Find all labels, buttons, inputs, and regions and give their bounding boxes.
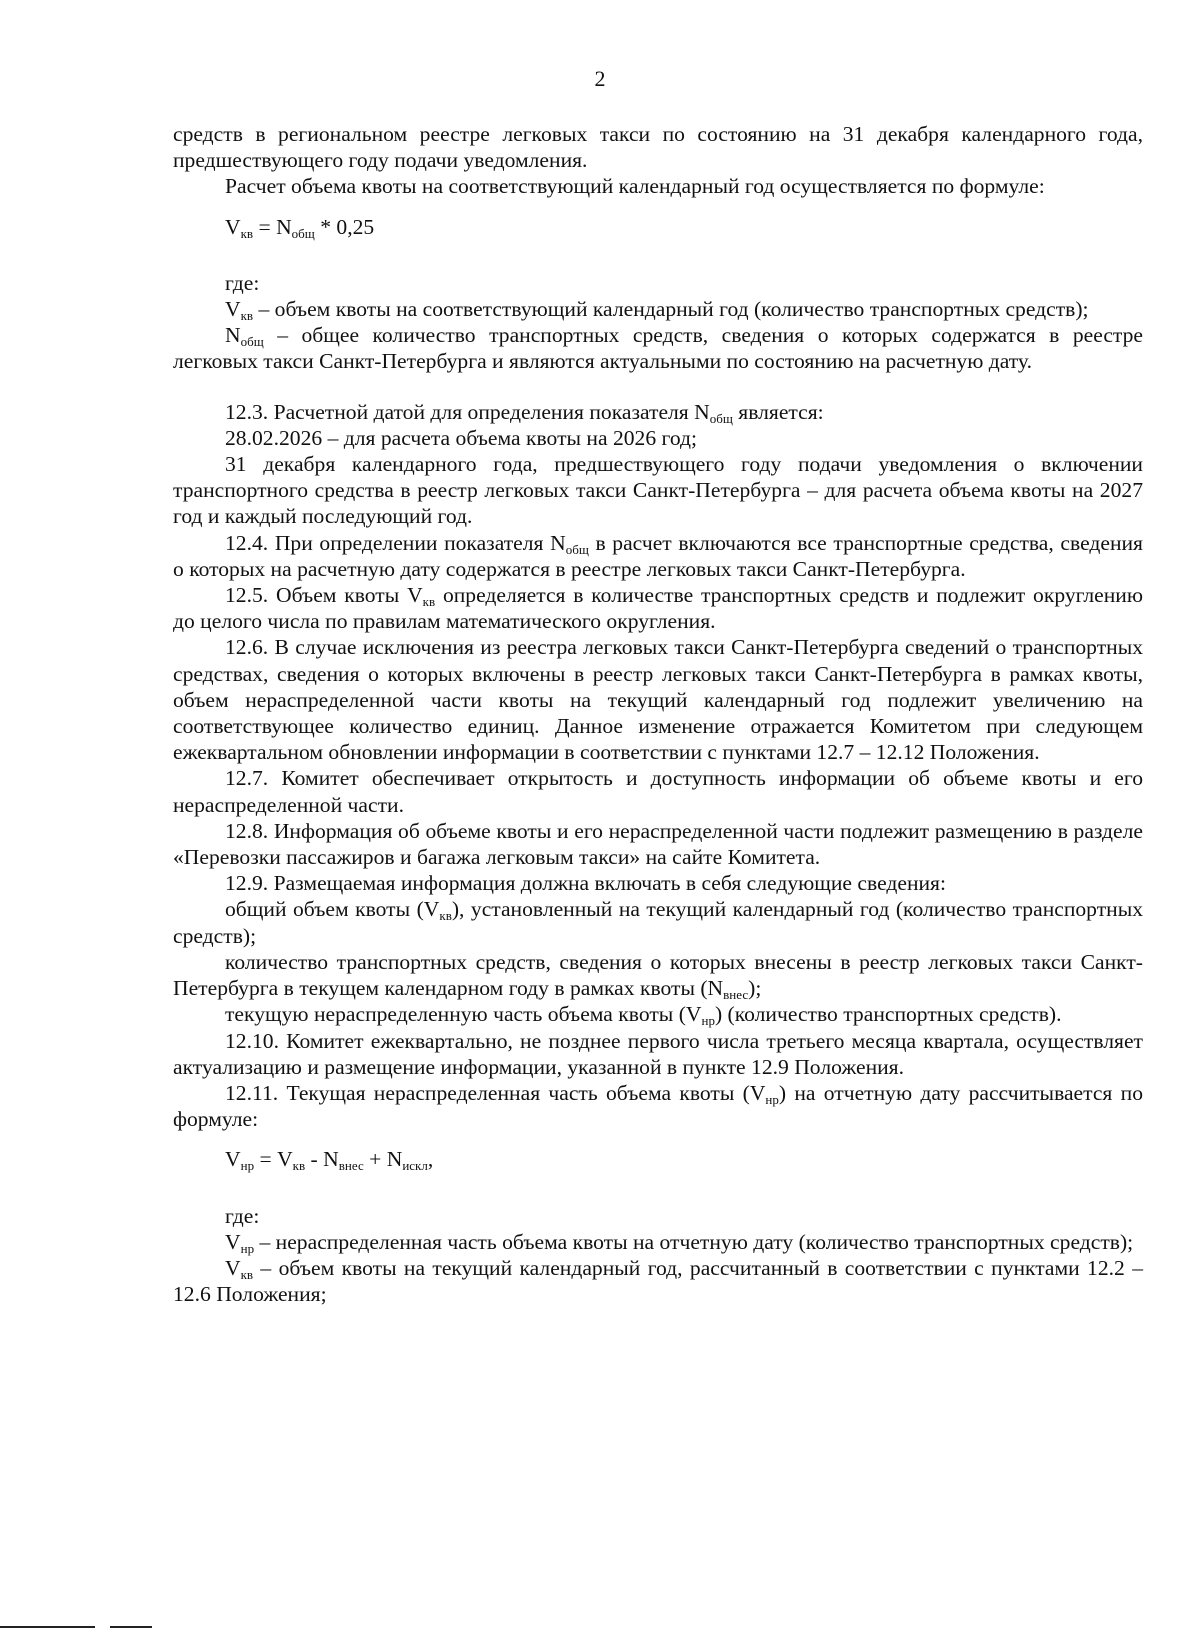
formula-unallocated-quota: $V_{нр} = V_{кв} - N_{внес} + N_{искл}$, <box>225 1147 434 1174</box>
definition-nobsch: $N_{общ}$ – общее количество транспортных средств, сведения о которых содержатся в реестре легковых такси Санкт-Петербурга и являются актуальными по состоянию на расчетную дату. <box>173 323 1143 374</box>
paragraph-continuation: средств в региональном реестре легковых такси по состоянию на 31 декабря календарного года, предшествующего году подачи уведомления. <box>173 122 1143 173</box>
clause-12-5: 12.5. Объем квоты $V_{кв}$ определяется в количестве транспортных средств и подлежит округлению до целого числа по правилам математического округления. <box>173 583 1143 634</box>
clause-12-3-item-b: 31 декабря календарного года, предшествующего году подачи уведомления о включении транспортного средства в реестр легковых такси Санкт-Петербурга – для расчета объема квоты на 2027 год и каждый последующий год. <box>173 452 1143 529</box>
where-label: где: <box>225 270 260 295</box>
clause-12-7: 12.7. Комитет обеспечивает открытость и доступность информации об объеме квоты и его нераспределенной части. <box>173 766 1143 817</box>
clause-12-3-item-a: 28.02.2026 – для расчета объема квоты на 2026 год; <box>225 425 698 450</box>
clause-12-9-item-c: текущую нераспределенную часть объема квоты $(V_{нр})$ (количество транспортных средств). <box>225 1002 1062 1029</box>
clause-12-9: 12.9. Размещаемая информация должна включать в себя следующие сведения: <box>225 871 946 896</box>
definition-vkv: $V_{кв}$ – объем квоты на соответствующий календарный год (количество транспортных средств); <box>225 297 1089 324</box>
document-body <box>173 121 1143 1307</box>
page-number: 2 <box>594 66 606 91</box>
formula-quota-volume: $V_{кв} = N_{общ} * 0,25$ <box>225 214 375 241</box>
clause-12-3: 12.3. Расчетной датой для определения показателя $N_{общ}$ является: <box>225 399 824 426</box>
definition-vkv-2: $V_{кв}$ – объем квоты на текущий календарный год, рассчитанный в соответствии с пунктами 12.2 – 12.6 Положения; <box>173 1255 1143 1307</box>
clause-12-4: 12.4. При определении показателя $N_{общ}$ в расчет включаются все транспортные средства, сведения о которых на расчетную дату содержатся в реестре легковых такси Санкт-Петербурга. <box>173 530 1143 581</box>
definition-vnr: $V_{нр}$ – нераспределенная часть объема квоты на отчетную дату (количество транспортных средств); <box>225 1229 1134 1256</box>
clause-12-10: 12.10. Комитет ежеквартально, не позднее первого числа третьего месяца квартала, осуществляет актуализацию и размещение информации, указанной в пункте 12.9 Положения. <box>173 1028 1143 1079</box>
paragraph-formula-intro: Расчет объема квоты на соответствующий календарный год осуществляется по формуле: <box>225 174 1045 199</box>
clause-12-9-item-b: количество транспортных средств, сведения о которых внесены в реестр легковых такси Санкт-Петербурга в текущем календарном году в рамках квоты $(N_{внес})$; <box>173 949 1143 1003</box>
clause-12-9-item-a: общий объем квоты $(V_{кв})$, установленный на текущий календарный год (количество транспортных средств); <box>173 897 1143 948</box>
clause-12-11: 12.11. Текущая нераспределенная часть объема квоты $(V_{нр})$ на отчетную дату рассчитывается по формуле: <box>173 1080 1143 1132</box>
where-label-2: где: <box>225 1203 260 1228</box>
clause-12-6: 12.6. В случае исключения из реестра легковых такси Санкт-Петербурга сведений о транспортных средствах, сведения о которых включены в реестр легковых такси Санкт-Петербурга в рамках квоты, объем нераспределенной части квоты на текущий календарный год подлежит увеличению на соответствующее количество единиц. Данное изменение отражается Комитетом при следующем ежеквартальном обновлении информации в соответствии с пунктами 12.7 – 12.12 Положения. <box>173 635 1143 765</box>
clause-12-8: 12.8. Информация об объеме квоты и его нераспределенной части подлежит размещению в разделе «Перевозки пассажиров и багажа легковым такси» на сайте Комитета. <box>173 818 1143 870</box>
footer-rule-right <box>110 1626 152 1628</box>
footer-rule-left <box>0 1626 95 1628</box>
